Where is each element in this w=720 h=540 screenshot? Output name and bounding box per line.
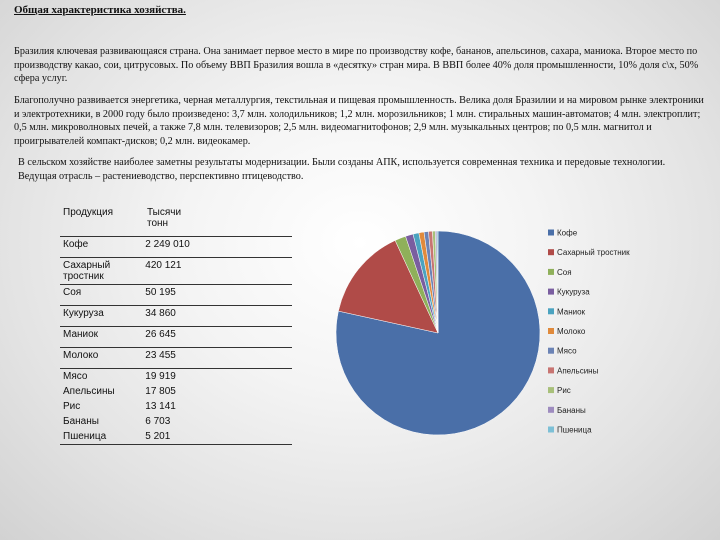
legend-label-1: Сахарный тростник (557, 248, 630, 258)
legend-label-6: Мясо (557, 346, 577, 356)
table-cell-value: 19 919 (145, 371, 176, 382)
legend-swatch-7 (548, 367, 554, 373)
table-row (60, 326, 292, 347)
table-cell-value: 5 201 (145, 431, 171, 442)
table-cell-product: Молоко (63, 350, 99, 361)
table-cell-value: 6 703 (145, 416, 171, 427)
pie-legend (548, 229, 630, 435)
table-cell-value: 50 195 (145, 287, 176, 298)
legend-swatch-8 (548, 387, 554, 393)
table-cell-product: Соя (63, 287, 82, 298)
table-row (60, 368, 292, 384)
table-cell-product: Рис (63, 401, 81, 412)
table-cell-product: Апельсины (63, 386, 115, 397)
paragraph-economy: Бразилия ключевая развивающаяся страна. Она занимает первое место в мире по производству кофе, бананов, апельсинов, сахара, маниока. Второе место по производству какао, сои, цитрусовых. По объему ВВП Бразилия вошла в «десятку» стран мира. В ВВП более 40% доля промышленности, 10% доля с\х, 50% сфера услуг. (14, 46, 699, 84)
legend-label-7: Апельсины (557, 366, 599, 376)
legend-swatch-2 (548, 269, 554, 275)
table-header (60, 205, 292, 236)
table-cell-value: 26 645 (145, 329, 176, 340)
table-row (60, 236, 292, 257)
table-cell-value: 13 141 (145, 401, 176, 412)
legend-swatch-10 (548, 427, 554, 433)
legend-label-2: Соя (557, 267, 572, 277)
production-table (60, 205, 292, 445)
page-title: Общая характеристика хозяйства. (14, 4, 186, 16)
table-row (60, 347, 292, 368)
table-row (60, 414, 292, 429)
table-cell-product: Бананы (63, 416, 99, 427)
table-row (60, 257, 292, 284)
production-pie-chart (300, 215, 720, 475)
legend-label-8: Рис (557, 386, 571, 396)
table-cell-value: 34 860 (145, 308, 176, 319)
table-cell-value: 2 249 010 (145, 239, 190, 250)
legend-swatch-9 (548, 407, 554, 413)
header-thousand-tons: Тысячи тонн (147, 207, 182, 229)
table-row (60, 305, 292, 326)
legend-label-4: Маниок (557, 307, 586, 317)
table-row (60, 399, 292, 414)
table-cell-value: 23 455 (145, 350, 176, 361)
legend-swatch-3 (548, 289, 554, 295)
legend-label-5: Молоко (557, 327, 586, 336)
table-cell-value: 420 121 (145, 260, 182, 271)
legend-label-9: Бананы (557, 405, 586, 415)
legend-swatch-5 (548, 328, 554, 334)
table-row (60, 384, 292, 399)
table-cell-value: 17 805 (145, 386, 176, 397)
paragraph-agriculture: В сельском хозяйстве наиболее заметны результаты модернизации. Были созданы АПК, используется современная техника и передовые технологии. Ведущая отрасль – растениеводство, перспективно птицеводство. (18, 157, 666, 182)
table-cell-product: Кукуруза (63, 308, 104, 319)
header-product: Продукция (63, 207, 114, 218)
legend-label-3: Кукуруза (557, 287, 590, 297)
legend-label-0: Кофе (557, 228, 578, 238)
legend-swatch-1 (548, 249, 554, 255)
legend-swatch-0 (548, 230, 554, 236)
pie-slices (336, 231, 540, 435)
legend-swatch-6 (548, 348, 554, 354)
table-cell-product: Сахарный тростник (63, 260, 111, 282)
table-cell-product: Кофе (63, 239, 89, 250)
table-cell-product: Маниок (63, 329, 99, 340)
legend-swatch-4 (548, 308, 554, 314)
table-cell-product: Пшеница (63, 431, 107, 442)
table-row (60, 429, 292, 445)
paragraph-industry: Благополучно развивается энергетика, черная металлургия, текстильная и пищевая промышленность. Велика доля Бразилии и на мировом рынке электроники и электротехники, в 2000 году было произведено: 3,7 млн. холодильников; 1,2 млн. морозильников; 1 млн. стиральных машин-автоматов; 4 млн. электроплит; 0,5 млн. микроволновых печей, а также 7,8 млн. телевизоров; 2,5 млн. видеомагнитофонов; 2,9 млн. музыкальных центров; по 0,5 млн. магнитол и проигрывателей компакт-дисков; 0,2 млн. видеокамер. (14, 95, 704, 147)
legend-label-10: Пшеница (557, 425, 592, 435)
table-row (60, 284, 292, 305)
table-cell-product: Мясо (63, 371, 88, 382)
